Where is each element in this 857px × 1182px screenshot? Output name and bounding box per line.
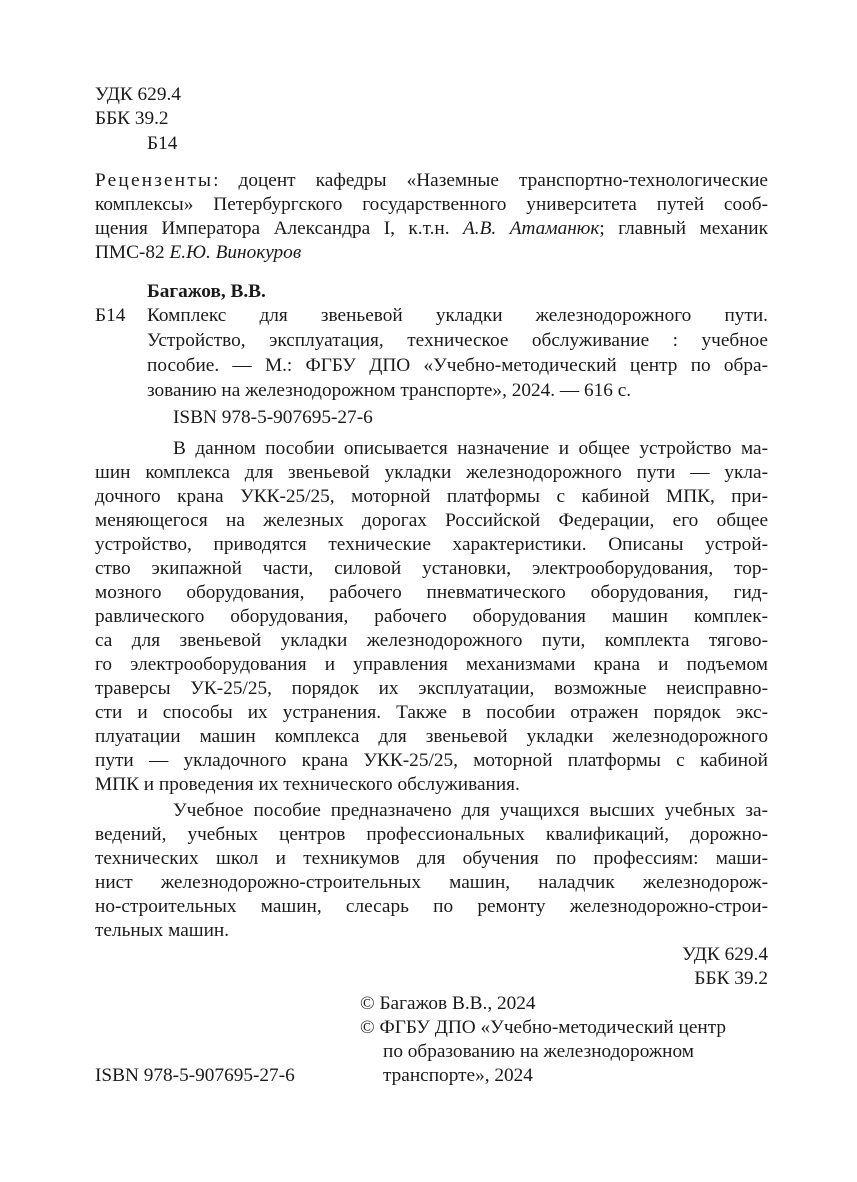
abstract-line: Учебное пособие предназначено для учащихся высших учебных за- — [173, 800, 768, 821]
abstract-line: ство экипажной части, силовой установки, электрооборудования, тор- — [95, 558, 768, 579]
abstract-line: технических школ и техникумов для обучения по профессиям: маши- — [95, 848, 768, 869]
abstract-line: устройство, приводятся технические характеристики. Описаны устрой- — [95, 534, 768, 555]
abstract-line: дочного крана УКК-25/25, моторной платформы с кабиной МПК, при- — [95, 486, 768, 507]
abstract-line: но-строительных машин, слесарь по ремонту железнодорожно-строи- — [95, 896, 768, 917]
abstract-line: МПК и проведения их технического обслуживания. — [95, 774, 520, 795]
copyright-author: © Багажов В.В., 2024 — [360, 993, 536, 1014]
author-mark: Б14 — [147, 133, 178, 154]
abstract-line: нист железнодорожно-строительных машин, наладчик железнодорож- — [95, 872, 768, 893]
book-author-mark: Б14 — [95, 305, 126, 326]
reviewers-line-1 — [95, 170, 768, 192]
abstract-line: са для звеньевой укладки железнодорожного пути, комплекта тягово- — [95, 630, 768, 651]
abstract-line: мозного оборудования, рабочего пневматического оборудования, гид- — [95, 582, 768, 603]
book-title-line-2: Устройство, эксплуатация, техническое обслуживание : учебное — [147, 330, 768, 351]
reviewers-text: щения Императора Александра I, к.т.н. — [95, 218, 464, 239]
book-title-line-1: Комплекс для звеньевой укладки железнодорожного пути. — [147, 305, 768, 326]
bbk-code: ББК 39.2 — [95, 108, 169, 129]
abstract-line: шин комплекса для звеньевой укладки железнодорожного пути — укла- — [95, 462, 768, 483]
book-title-line-3: пособие. — М.: ФГБУ ДПО «Учебно-методический центр по обра- — [147, 355, 768, 376]
abstract-line: пути — укладочного крана УКК-25/25, моторной платформы с кабиной — [95, 750, 768, 771]
copyright-publisher-line-1: © ФГБУ ДПО «Учебно-методический центр — [360, 1017, 727, 1038]
udk-code: УДК 629.4 — [95, 84, 181, 105]
abstract-line: равлического оборудования, рабочего оборудования машин комплек- — [95, 606, 768, 627]
reviewers-line-2: комплексы» Петербургского государственного университета путей сооб- — [95, 194, 768, 215]
copyright-publisher-line-2: по образованию на железнодорожном — [383, 1041, 694, 1062]
abstract-line: В данном пособии описывается назначение и общее устройство ма- — [173, 438, 768, 459]
footer-udk-code: УДК 629.4 — [682, 944, 768, 965]
abstract-line: плуатации машин комплекса для звеньевой укладки железнодорожного — [95, 726, 768, 747]
reviewers-label: Рецензенты — [95, 170, 214, 191]
copyright-publisher-line-3: транспорте», 2024 — [383, 1065, 533, 1086]
reviewers-line-4 — [95, 242, 301, 264]
footer-bbk-code: ББК 39.2 — [694, 968, 768, 989]
book-author-text: Багажов, В.В. — [147, 281, 266, 302]
reviewer-name-1: А.В. Атаманюк — [463, 218, 600, 239]
abstract-line: траверсы УК-25/25, порядок их эксплуатации, возможные неисправно- — [95, 678, 768, 699]
abstract-line: меняющегося на железных дорогах Российской Федерации, его общее — [95, 510, 768, 531]
book-title-line-4: зованию на железнодорожном транспорте», 2024. — 616 с. — [147, 380, 632, 401]
book-isbn: ISBN 978-5-907695-27-6 — [173, 407, 373, 428]
reviewers-line-3 — [95, 218, 768, 240]
footer-isbn: ISBN 978-5-907695-27-6 — [95, 1065, 295, 1086]
abstract-line: ведений, учебных центров профессиональных квалификаций, дорожно- — [95, 824, 768, 845]
reviewers-text: : доцент кафедры «Наземные транспортно-технологические — [213, 170, 768, 191]
reviewers-text: ПМС-82 — [95, 242, 170, 263]
reviewer-name-2: Е.Ю. Винокуров — [169, 242, 302, 263]
abstract-line: го электрооборудования и управления механизмами крана и подъемом — [95, 654, 768, 675]
reviewers-text: ; главный механик — [599, 218, 768, 239]
book-author — [147, 281, 266, 303]
abstract-line: сти и способы их устранения. Также в пособии отражен порядок экс- — [95, 702, 768, 723]
abstract-line: тельных машин. — [95, 920, 230, 941]
